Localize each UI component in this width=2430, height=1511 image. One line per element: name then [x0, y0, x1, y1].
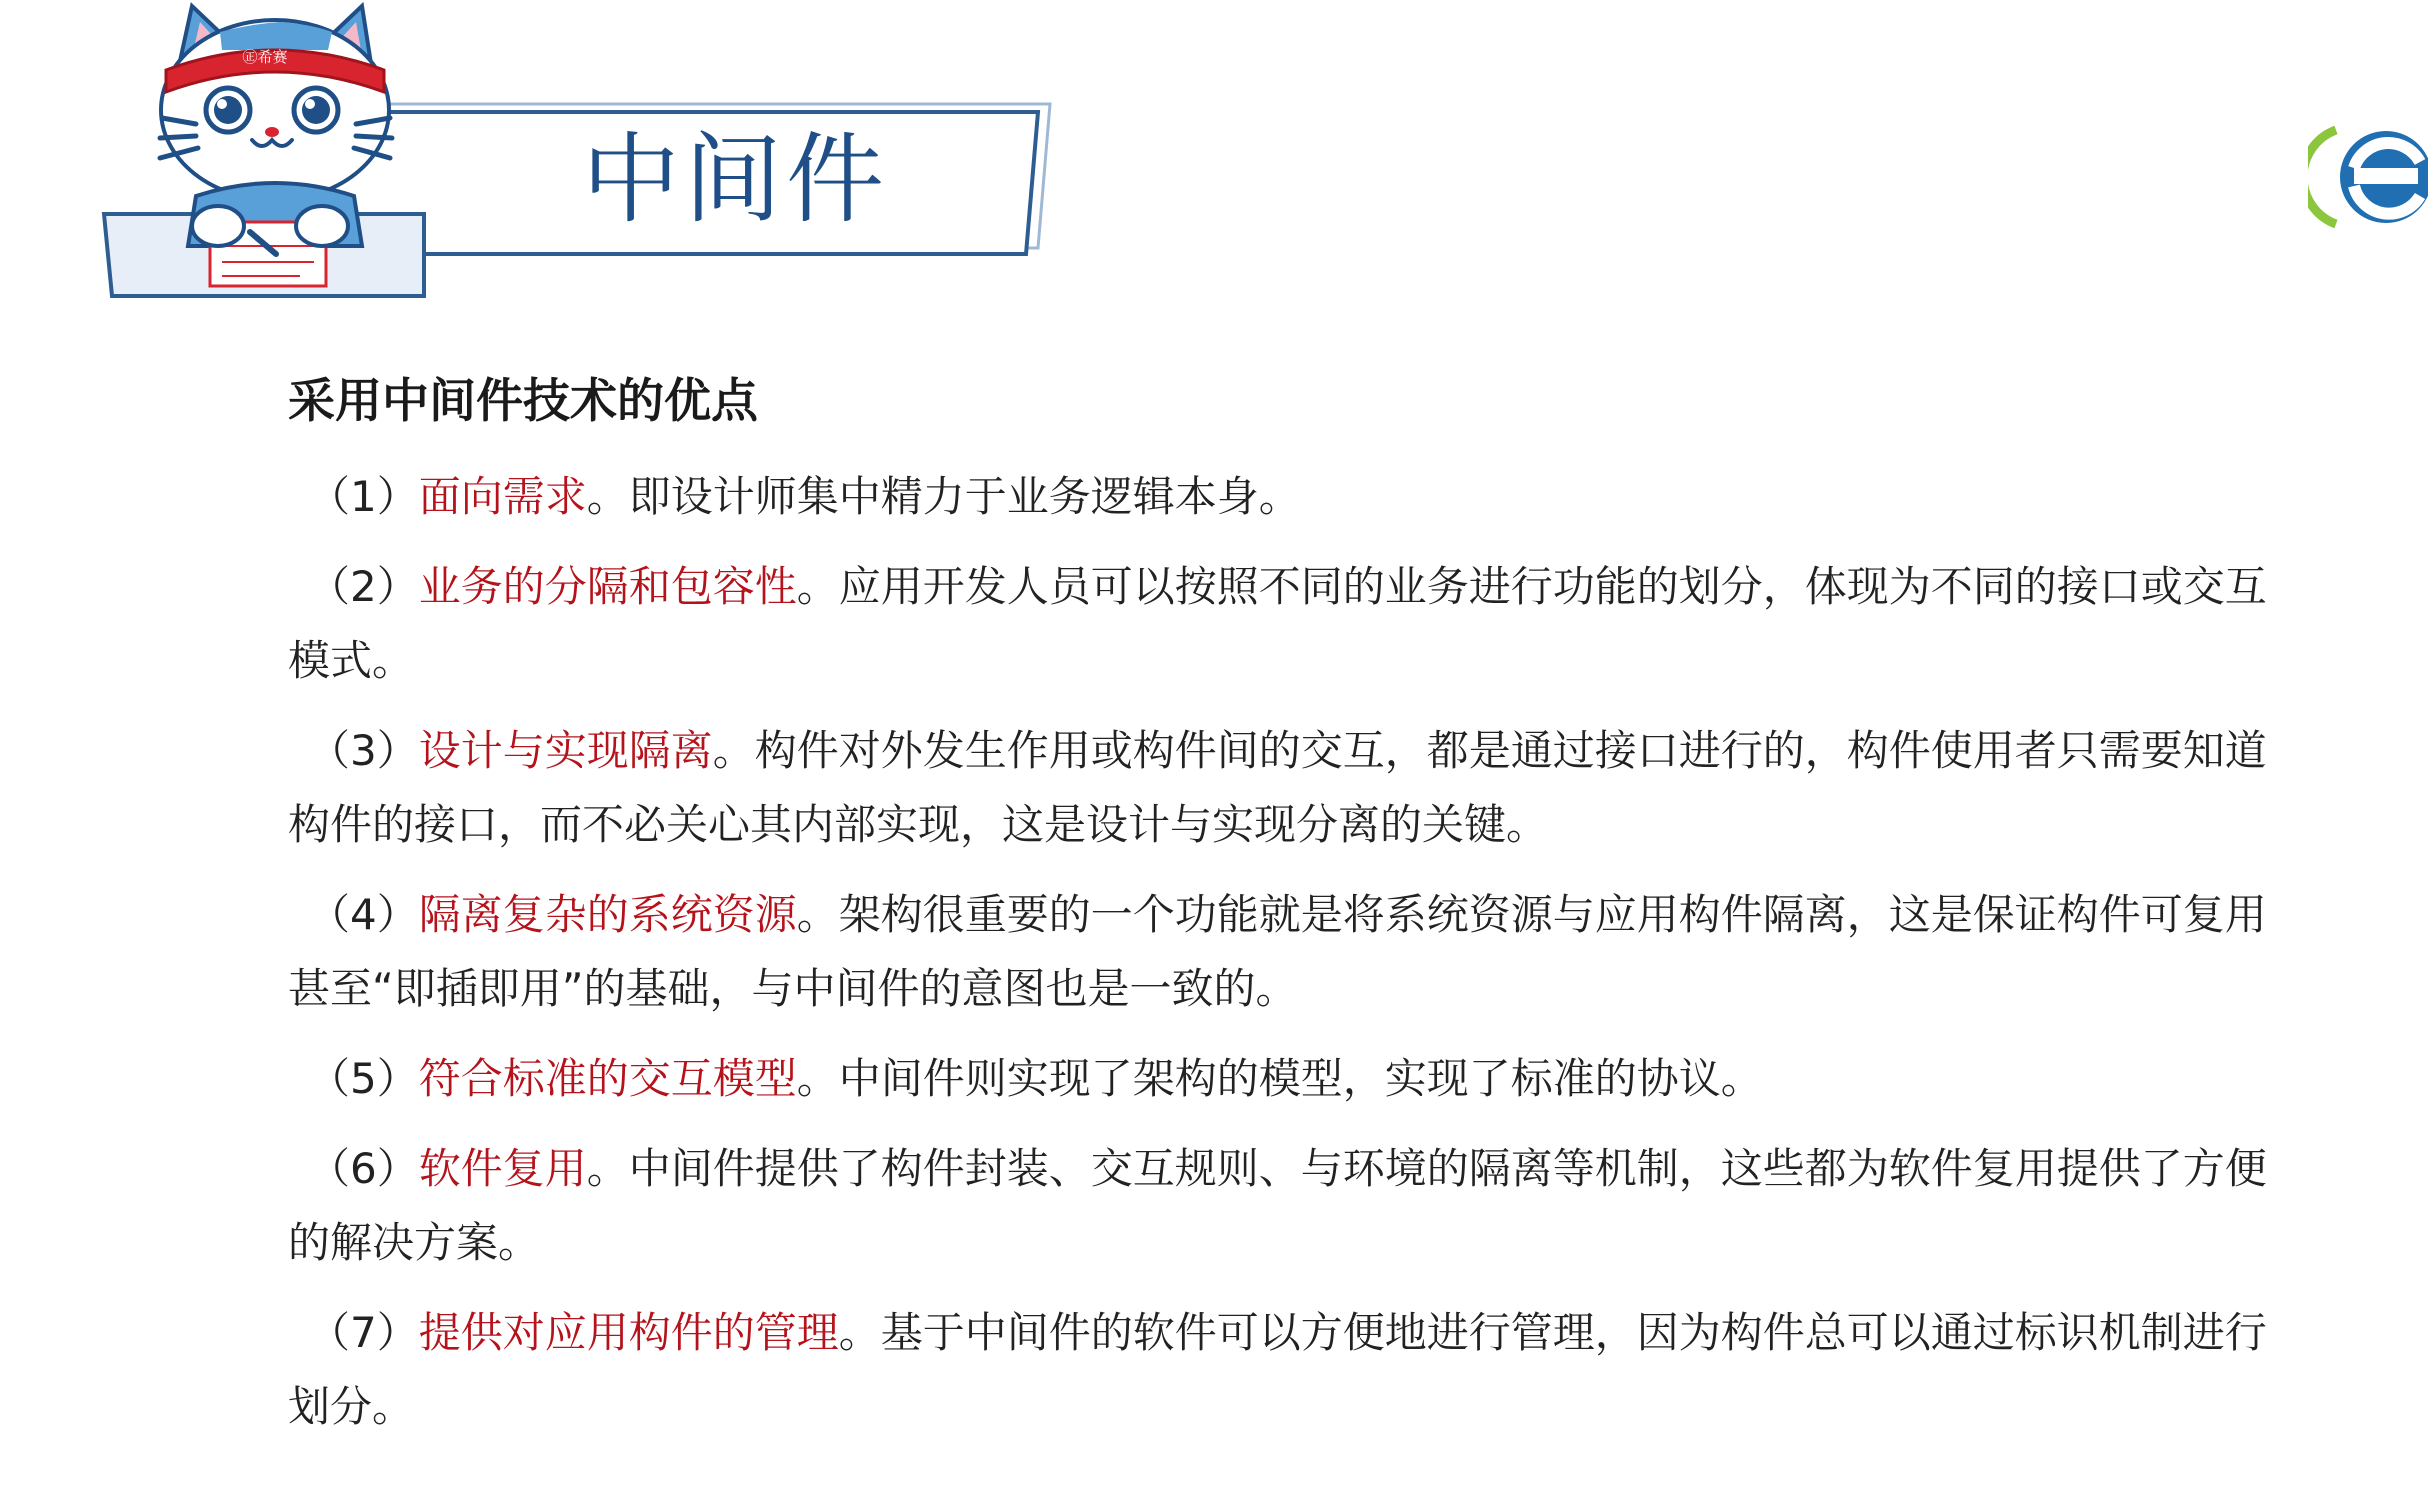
- mascot-cat: [100, 0, 430, 300]
- item-description: 。构件对外发生作用或构件间的交互，都是通过接口进行的，构件使用者只需要知道构件的接口，而不必关心其内部实现，这是设计与实现分离的关键。: [288, 726, 2267, 849]
- item-description: 。即设计师集中精力于业务逻辑本身。: [586, 472, 1301, 521]
- item-number: （6）: [308, 1144, 419, 1193]
- list-item: [288, 460, 2278, 534]
- item-description: 。基于中间件的软件可以方便地进行管理，因为构件总可以通过标识机制进行划分。: [288, 1308, 2267, 1431]
- item-number: （4）: [308, 890, 419, 939]
- brand-logo-icon: [2308, 122, 2428, 232]
- content-area: [288, 366, 2278, 1460]
- logo-e-icon: [2308, 122, 2428, 232]
- item-number: （5）: [308, 1054, 419, 1103]
- mascot-headband-text: ㊣希赛: [242, 48, 288, 66]
- item-keyword: 设计与实现隔离: [418, 726, 713, 775]
- item-description: 。应用开发人员可以按照不同的业务进行功能的划分，体现为不同的接口或交互模式。: [288, 562, 2267, 685]
- list-item: [288, 878, 2278, 1026]
- section-heading: 采用中间件技术的优点: [288, 374, 758, 429]
- item-description: 。架构很重要的一个功能就是将系统资源与应用构件隔离，这是保证构件可复用甚至“即插即用”的基础，与中间件的意图也是一致的。: [288, 890, 2267, 1013]
- item-keyword: 业务的分隔和包容性: [418, 562, 797, 611]
- item-keyword: 面向需求: [418, 472, 587, 521]
- item-keyword: 隔离复杂的系统资源: [418, 890, 797, 939]
- item-number: （1）: [308, 472, 419, 521]
- list-item: [288, 1296, 2278, 1444]
- item-number: （7）: [308, 1308, 419, 1357]
- page-title: 中间件: [582, 123, 889, 237]
- mascot-cat-illustration: [100, 0, 430, 300]
- item-keyword: 符合标准的交互模型: [418, 1054, 797, 1103]
- item-number: （2）: [308, 562, 419, 611]
- item-keyword: 提供对应用构件的管理: [418, 1308, 839, 1357]
- item-number: （3）: [308, 726, 419, 775]
- list-item: [288, 1042, 2278, 1116]
- list-item: [288, 714, 2278, 862]
- item-description: 。中间件则实现了架构的模型，实现了标准的协议。: [796, 1054, 1763, 1103]
- title-banner: [350, 98, 1055, 260]
- list-item: [288, 550, 2278, 698]
- item-description: 。中间件提供了构件封装、交互规则、与环境的隔离等机制，这些都为软件复用提供了方便的解决方案。: [288, 1144, 2267, 1267]
- list-item: [288, 1132, 2278, 1280]
- item-keyword: 软件复用: [418, 1144, 587, 1193]
